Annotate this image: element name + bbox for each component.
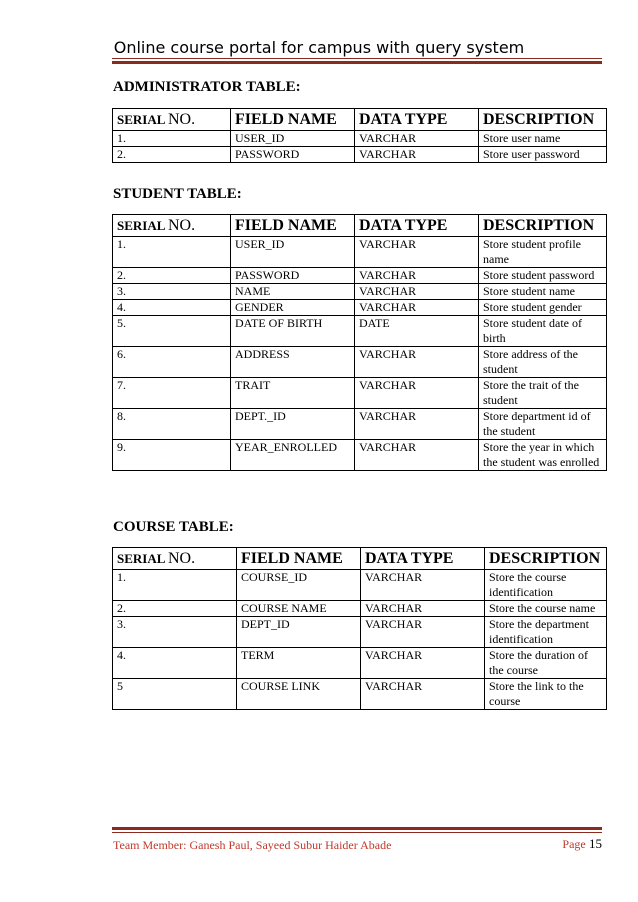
table-header-row [113, 109, 607, 131]
col-header-serial-word: SERIAL [117, 218, 165, 233]
cell-data-type: VARCHAR [361, 570, 485, 601]
cell-field-name: USER_ID [231, 131, 355, 147]
table-row [113, 237, 607, 268]
col-header-type: DATA TYPE [355, 215, 479, 237]
cell-description: Store the year in which the student was enrolled [479, 440, 607, 471]
table-row [113, 601, 607, 617]
cell-field-name: DEPT_ID [237, 617, 361, 648]
header-rule-thin [112, 58, 602, 59]
table-row [113, 440, 607, 471]
col-header-serial-no: NO. [167, 217, 196, 234]
cell-field-name: DATE OF BIRTH [231, 316, 355, 347]
cell-serial: 4. [113, 648, 237, 679]
page-header-title: Online course portal for campus with query system [113, 38, 525, 57]
cell-serial: 9. [113, 440, 231, 471]
cell-description: Store student password [479, 268, 607, 284]
col-header-desc: DESCRIPTION [479, 109, 607, 131]
col-header-serial [113, 215, 231, 237]
page-label: Page [562, 837, 586, 851]
cell-serial: 6. [113, 347, 231, 378]
table-row [113, 648, 607, 679]
student-table-heading: STUDENT TABLE: [113, 186, 242, 202]
cell-field-name: DEPT._ID [231, 409, 355, 440]
header-rule-thick [112, 61, 602, 64]
cell-serial: 3. [113, 617, 237, 648]
cell-field-name: COURSE NAME [237, 601, 361, 617]
cell-field-name: ADDRESS [231, 347, 355, 378]
student-table [112, 214, 607, 471]
table-header-row [113, 548, 607, 570]
col-header-field: FIELD NAME [237, 548, 361, 570]
cell-data-type: VARCHAR [361, 601, 485, 617]
cell-data-type: VARCHAR [355, 284, 479, 300]
table-row [113, 347, 607, 378]
col-header-serial-word: SERIAL [117, 551, 165, 566]
course-table [112, 547, 607, 710]
cell-field-name: USER_ID [231, 237, 355, 268]
cell-serial: 8. [113, 409, 231, 440]
cell-description: Store student profile name [479, 237, 607, 268]
cell-data-type: VARCHAR [355, 268, 479, 284]
cell-field-name: NAME [231, 284, 355, 300]
cell-field-name: TRAIT [231, 378, 355, 409]
col-header-field: FIELD NAME [231, 215, 355, 237]
col-header-serial [113, 109, 231, 131]
table-header-row [113, 215, 607, 237]
cell-data-type: VARCHAR [361, 617, 485, 648]
table-row [113, 131, 607, 147]
cell-serial: 5. [113, 316, 231, 347]
cell-serial: 2. [113, 147, 231, 163]
col-header-desc: DESCRIPTION [479, 215, 607, 237]
cell-description: Store student gender [479, 300, 607, 316]
table-row [113, 268, 607, 284]
cell-description: Store the department identification [485, 617, 607, 648]
col-header-field: FIELD NAME [231, 109, 355, 131]
cell-field-name: PASSWORD [231, 268, 355, 284]
cell-serial: 5 [113, 679, 237, 710]
administrator-table-heading: ADMINISTRATOR TABLE: [113, 79, 301, 95]
cell-description: Store user password [479, 147, 607, 163]
cell-description: Store the trait of the student [479, 378, 607, 409]
cell-description: Store address of the student [479, 347, 607, 378]
cell-field-name: YEAR_ENROLLED [231, 440, 355, 471]
cell-field-name: GENDER [231, 300, 355, 316]
page-number: 15 [589, 836, 602, 851]
table-row [113, 679, 607, 710]
col-header-type: DATA TYPE [355, 109, 479, 131]
cell-data-type: VARCHAR [361, 679, 485, 710]
cell-data-type: VARCHAR [355, 147, 479, 163]
col-header-serial-word: SERIAL [117, 112, 165, 127]
table-row [113, 409, 607, 440]
table-row [113, 316, 607, 347]
cell-data-type: VARCHAR [355, 409, 479, 440]
table-row [113, 147, 607, 163]
cell-data-type: VARCHAR [355, 347, 479, 378]
col-header-desc: DESCRIPTION [485, 548, 607, 570]
table-row [113, 300, 607, 316]
cell-data-type: VARCHAR [355, 131, 479, 147]
cell-serial: 1. [113, 570, 237, 601]
footer-rule-thick [112, 827, 602, 830]
col-header-serial [113, 548, 237, 570]
footer-page-number [562, 836, 602, 852]
footer-rule-thin [112, 832, 602, 833]
table-row [113, 617, 607, 648]
cell-data-type: VARCHAR [355, 237, 479, 268]
cell-data-type: VARCHAR [361, 648, 485, 679]
cell-description: Store student date of birth [479, 316, 607, 347]
cell-serial: 3. [113, 284, 231, 300]
footer-team-members: Team Member: Ganesh Paul, Sayeed Subur Haider Abade [113, 838, 392, 852]
cell-serial: 1. [113, 237, 231, 268]
col-header-serial-no: NO. [167, 111, 196, 128]
cell-serial: 1. [113, 131, 231, 147]
cell-description: Store user name [479, 131, 607, 147]
cell-description: Store student name [479, 284, 607, 300]
table-row [113, 378, 607, 409]
cell-serial: 4. [113, 300, 231, 316]
cell-serial: 7. [113, 378, 231, 409]
cell-serial: 2. [113, 601, 237, 617]
col-header-type: DATA TYPE [361, 548, 485, 570]
table-row [113, 570, 607, 601]
table-row [113, 284, 607, 300]
cell-field-name: COURSE LINK [237, 679, 361, 710]
cell-data-type: DATE [355, 316, 479, 347]
cell-data-type: VARCHAR [355, 440, 479, 471]
cell-description: Store the duration of the course [485, 648, 607, 679]
administrator-table [112, 108, 607, 163]
cell-serial: 2. [113, 268, 231, 284]
cell-field-name: PASSWORD [231, 147, 355, 163]
cell-description: Store the course identification [485, 570, 607, 601]
cell-data-type: VARCHAR [355, 378, 479, 409]
cell-field-name: COURSE_ID [237, 570, 361, 601]
course-table-heading: COURSE TABLE: [113, 519, 234, 535]
cell-description: Store the link to the course [485, 679, 607, 710]
cell-description: Store department id of the student [479, 409, 607, 440]
cell-field-name: TERM [237, 648, 361, 679]
cell-data-type: VARCHAR [355, 300, 479, 316]
col-header-serial-no: NO. [167, 550, 196, 567]
cell-description: Store the course name [485, 601, 607, 617]
